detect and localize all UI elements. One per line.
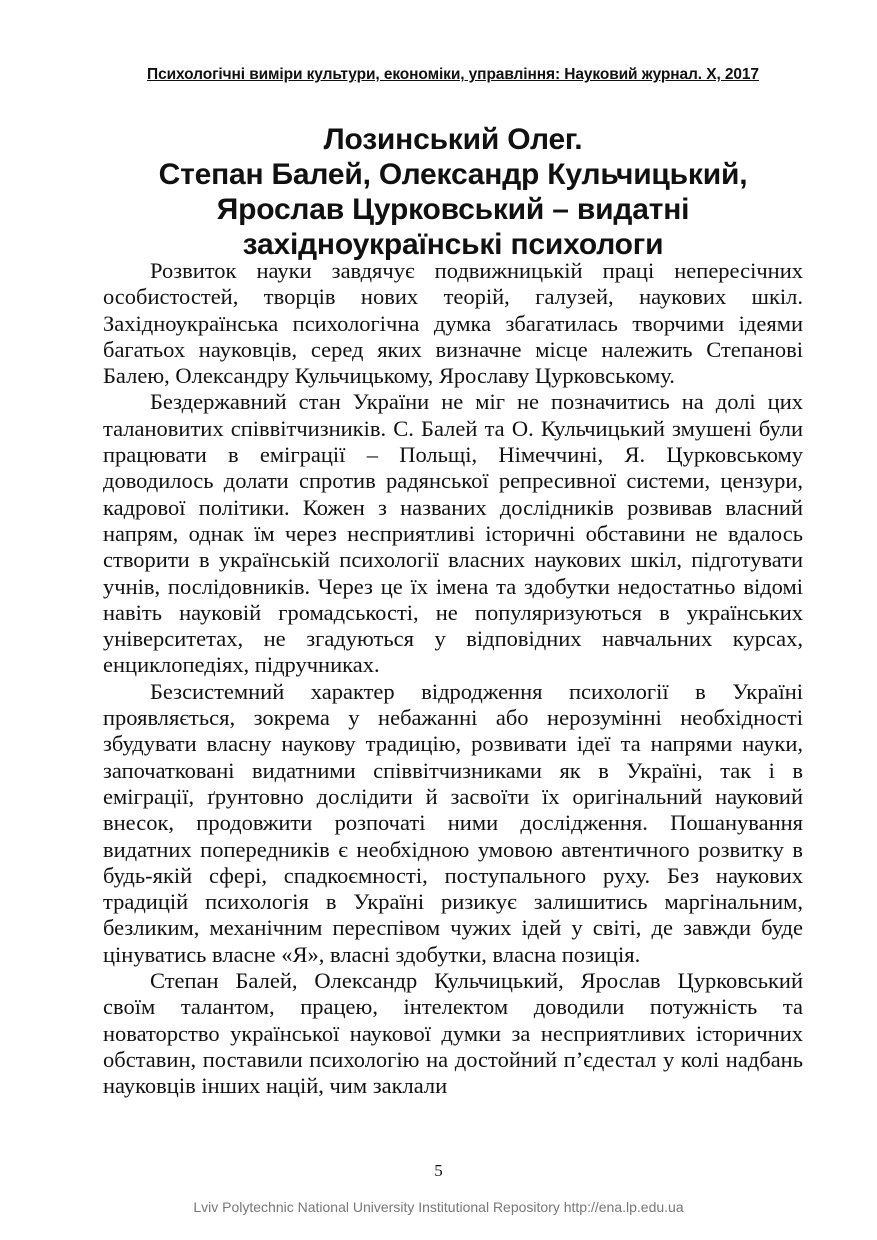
body-paragraph: Безсистемний характер відродження психології в Україні проявляється, зокрема у небажанні або нерозумінні необхідності збудувати власну наукову традицію, розвивати ідеї та напрями науки, започатковані видатними співвітчизниками як в Україні, так і в еміграції, ґрунтовно дослідити й засвоїти їх оригінальний науковий внесок, продовжити розпочаті ними дослідження. Пошанування видатних попередників є необхідною умовою автентичного розвитку в будь-якій сфері, спадкоємності, поступального руху. Без наукових традицій психологія в Україні ризикує залишитись маргінальним, безликим, механічним переспівом чужих ідей у світі, де завжди буде цінуватись власне «Я», власні здобутки, власна позиція. xyxy=(103,678,803,967)
article-title xyxy=(95,122,811,262)
article-title-line: Степан Балей, Олександр Кульчицький, xyxy=(158,158,748,191)
article-title-line: Ярослав Цурковський – видатні xyxy=(216,193,690,226)
body-paragraph: Розвиток науки завдячує подвижницькій праці непересічних особистостей, творців нових теорій, галузей, наукових шкіл. Західноукраїнська психологічна думка збагатилась творчими ідеями багатьох науковців, серед яких визначне місце належить Степанові Балею, Олександру Кульчицькому, Ярославу Цурковському. xyxy=(103,258,803,389)
repository-footer: Lviv Polytechnic National University Institutional Repository http://ena.lp.edu.ua xyxy=(193,1199,684,1215)
body-paragraph: Степан Балей, Олександр Кульчицький, Ярослав Цурковський своїм талантом, працею, інтелектом доводили потужність та новаторство української наукової думки за несприятливих історичних обставин, поставили психологію на достойний п’єдестал у колі надбань науковців інших націй, чим заклали xyxy=(103,968,803,1099)
running-header: Психологічні виміри культури, економіки, управління: Науковий журнал. Х, 2017 xyxy=(147,66,759,83)
page-number: 5 xyxy=(434,1161,443,1180)
body-paragraph: Бездержавний стан України не міг не позначитись на долі цих талановитих співвітчизників. С. Балей та О. Кульчицький змушені були працювати в еміграції – Польщі, Німеччині, Я. Цурковському доводилось долати спротив радянської репресивної системи, цензури, кадрової політики. Кожен з названих дослідників розвивав власний напрям, однак їм через несприятливі історичні обставини не вдалось створити в українській психології власних наукових шкіл, підготувати учнів, послідовників. Через це їх імена та здобутки недостатньо відомі навіть науковій громадськості, не популяризуються в українських університетах, не згадуються у відповідних навчальних курсах, енциклопедіях, підручниках. xyxy=(103,389,803,678)
article-title-line: Лозинський Олег. xyxy=(323,123,583,156)
article-body xyxy=(103,258,803,1100)
article-title-line: західноукраїнські психологи xyxy=(242,228,664,261)
